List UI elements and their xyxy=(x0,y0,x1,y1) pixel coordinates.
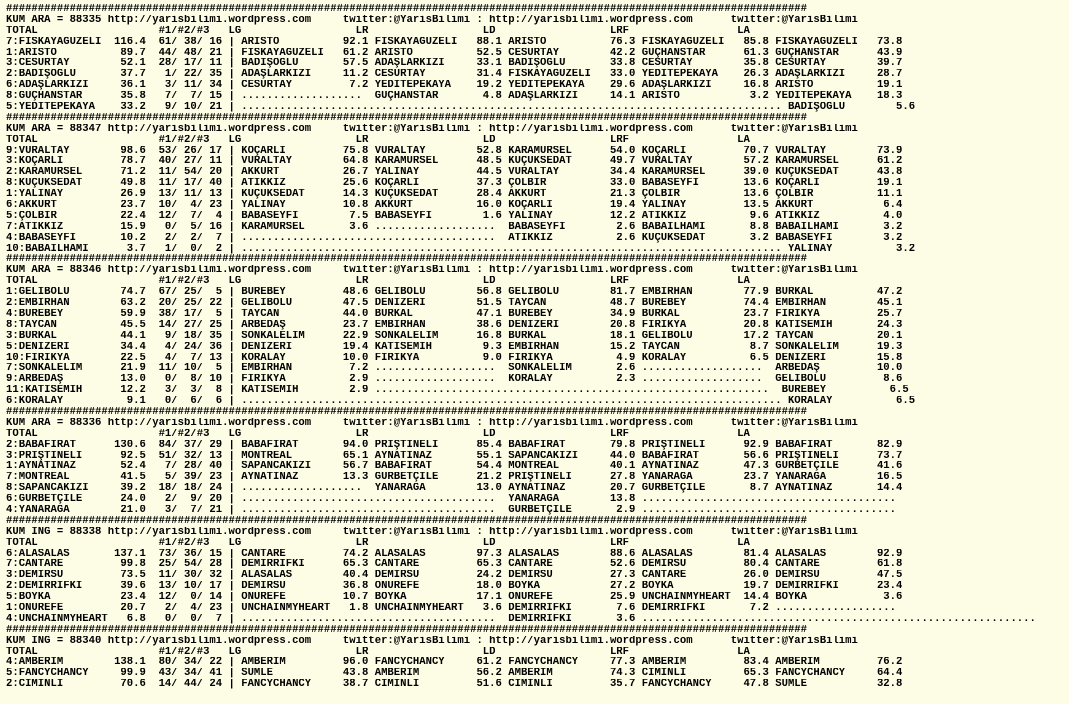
text-line: TOTAL #1/#2/#3 LG LR LD LRF LA xyxy=(6,25,750,37)
text-line: 8:SAPANCAKIZI 39.2 18/ 18/ 24 | ................... YANARAĞA 13.0 AYNATINAZ 20.7 GURBETÇİLE 8.7 AYNATINAZ 14.4 xyxy=(6,483,903,495)
text-line: 3:DEMİRSU 73.5 11/ 30/ 32 | ALASALAS 40.4 DEMİRSU 24.2 DEMİRSU 27.3 CANTARE 26.0 DEMİRSU 47.5 xyxy=(6,570,903,582)
text-line: 6:AKKURT 23.7 10/ 4/ 23 | YALINAY 10.8 AKKURT 16.0 KOÇARLI 19.4 YALINAY 13.5 AKKURT 6.4 xyxy=(6,200,903,211)
text-line: KUM ING = 88340 http://yarisbilimi.wordpress.com twitter:@YarisBilimi : http://yarisbilimi.wordpress.com twitter:@YarisBilimi xyxy=(6,635,858,647)
text-line: 1:YALINAY 26.9 13/ 11/ 13 | KÜÇÜKSEDAT 14.3 KÜÇÜKSEDAT 28.4 AKKURT 21.3 ÇOLBIR 13.6 ÇOLBIR 11.1 xyxy=(6,189,903,201)
text-line: KUM ARA = 88346 http://yarisbilimi.wordpress.com twitter:@YarisBilimi : http://yarisbilimi.wordpress.com twitter:@YarisBilimi xyxy=(6,265,858,277)
text-line: 10:BABAİLHAMİ 3.7 1/ 0/ 2 | ..................................................................................... YALINAY 3.2 xyxy=(6,243,916,255)
text-line: 1:AYNATINAZ 52.4 7/ 28/ 40 | SAPANCAKIZI 56.7 BABAFIRAT 54.4 MONTREAL 40.1 AYNATINAZ 47.3 GURBETÇİLE 41.6 xyxy=(6,461,903,473)
text-line: 3:PRİŞTİNELİ 92.5 51/ 32/ 13 | MONTREAL 65.1 AYNATINAZ 55.1 SAPANCAKIZI 44.0 BABAFIRAT 56.6 PRİŞTİNELİ 73.7 xyxy=(6,450,903,462)
text-line: 4:BÜREBEY 59.9 38/ 17/ 5 | TAYCAN 44.0 BURKAL 47.1 BÜREBEY 34.9 BURKAL 23.7 FİRİKYA 25.7 xyxy=(6,308,903,320)
text-line: 11:KATISEMİH 12.2 3/ 3/ 8 | KATISEMİH 2.9 .............................................................. BÜREBEY 6.5 xyxy=(6,385,909,397)
text-line: 7:SONKALELİM 21.9 11/ 10/ 5 | EMBİRHAN 7.2 ................... SONKALELİM 2.6 ................... ARBEDAŞ 10.0 xyxy=(6,363,903,375)
text-line: 1:GELİBOLU 74.7 67/ 25/ 5 | BÜREBEY 48.6 GELİBOLU 56.8 GELİBOLU 81.7 EMBİRHAN 77.9 BURKAL 47.2 xyxy=(6,287,903,299)
text-line: ############################################################################################################################## xyxy=(6,406,808,418)
text-line: 4:YANARAĞA 21.0 3/ 7/ 21 | ........................................ GURBETÇİLE 2.9 ........................................ xyxy=(6,504,897,516)
text-line: 5:DENİZERİ 34.4 4/ 24/ 36 | DENİZERİ 19.4 KATISEMİH 9.3 EMBİRHAN 15.2 TAYCAN 8.7 SONKALELİM 19.3 xyxy=(6,341,903,353)
text-line: 5:YEDİTEPEKAYA 33.2 9/ 10/ 21 | ..................................................................................... BADIŞOĞLU 5.6 xyxy=(6,102,916,113)
text-line: ############################################################################################################################## xyxy=(6,515,808,527)
text-line: 4:UNCHAINMYHEART 6.8 0/ 0/ 7 | ........................................ DEMİRRIFKI 3.6 .............................................................. xyxy=(6,613,1036,625)
text-line: 6:ADAŞLARKIZI 36.1 3/ 11/ 34 | CESURTAY 7.2 YEDİTEPEKAYA 19.2 YEDİTEPEKAYA 29.6 ADAŞLARKIZI 16.8 ARİSTO 19.1 xyxy=(6,80,903,92)
text-line: 7:MONTREAL 41.5 5/ 39/ 23 | AYNATINAZ 13.3 GURBETÇİLE 21.2 PRİŞTİNELİ 27.8 YANARAĞA 23.7 YANARAĞA 16.5 xyxy=(6,472,903,484)
text-line: 3:KOÇARLI 78.7 40/ 27/ 11 | VURALTAY 64.8 KARAMÜRSEL 48.5 KÜÇÜKSEDAT 49.7 VURALTAY 57.2 KARAMÜRSEL 61.2 xyxy=(6,156,903,168)
text-line: ############################################################################################################################## xyxy=(6,254,808,266)
text-line: KUM ING = 88338 http://yarisbilimi.wordpress.com twitter:@YarisBilimi : http://yarisbilimi.wordpress.com twitter:@YarisBilimi xyxy=(6,526,858,538)
text-line: 7:FISKAYAGÜZELI 116.4 61/ 38/ 16 | ARİSTO 92.1 FISKAYAGÜZELI 88.1 ARİSTO 76.3 FISKAYAGÜZELI 85.8 FISKAYAGÜZELI 73.8 xyxy=(6,36,903,48)
text-line: 1:ARİSTO 89.7 44/ 48/ 21 | FISKAYAGÜZELI 61.2 ARİSTO 52.5 CESURTAY 42.2 GÜÇHANSTAR 61.3 GÜÇHANSTAR 43.9 xyxy=(6,47,903,59)
text-line: KUM ARA = 88335 http://yarisbilimi.wordpress.com twitter:@YarisBilimi : http://yarisbilimi.wordpress.com twitter:@YarisBilimi xyxy=(6,14,858,26)
text-line: 2:KARAMÜRSEL 71.2 11/ 54/ 20 | AKKURT 26.7 YALINAY 44.5 VURALTAY 34.4 KARAMÜRSEL 39.0 KÜÇÜKSEDAT 43.8 xyxy=(6,167,903,179)
text-line: ############################################################################################################################## xyxy=(6,4,808,15)
text-line: TOTAL #1/#2/#3 LG LR LD LRF LA xyxy=(6,276,750,288)
text-line: 8:KÜÇÜKSEDAT 49.8 11/ 17/ 40 | ATİKKIZ 25.6 KOÇARLI 37.3 ÇOLBIR 33.0 BABASEYFİ 13.6 KOÇARLI 19.1 xyxy=(6,178,903,190)
text-line: 5:ÇOLBIR 22.4 12/ 7/ 4 | BABASEYFİ 7.5 BABASEYFİ 1.6 YALINAY 12.2 ATİKKIZ 9.6 ATİKKIZ 4.0 xyxy=(6,210,903,222)
text-line: ############################################################################################################################## xyxy=(6,112,808,124)
text-line: 4:AMBERİM 138.1 80/ 34/ 22 | AMBERİM 96.0 FANCYCHANCY 61.2 FANCYCHANCY 77.3 AMBERİM 83.4 AMBERİM 76.2 xyxy=(6,657,903,669)
text-line: 3:BURKAL 44.1 9/ 18/ 35 | SONKALELİM 22.9 SONKALELİM 16.8 BURKAL 18.1 GELİBOLU 17.2 TAYCAN 20.1 xyxy=(6,330,903,342)
race-stats-sheet xyxy=(6,4,1066,702)
text-line: 2:EMBİRHAN 63.2 20/ 25/ 22 | GELİBOLU 47.5 DENİZERİ 51.5 TAYCAN 48.7 BÜREBEY 74.4 EMBİRHAN 45.1 xyxy=(6,298,903,309)
text-line: 2:CİMİNLİ 70.6 14/ 44/ 24 | FANCYCHANCY 38.7 CİMİNLİ 51.6 CİMİNLİ 35.7 FANCYCHANCY 47.8 SUMLE 32.8 xyxy=(6,679,903,691)
text-line: TOTAL #1/#2/#3 LG LR LD LRF LA xyxy=(6,646,750,658)
text-line: 5:FANCYCHANCY 99.9 43/ 34/ 41 | SUMLE 43.8 AMBERİM 56.2 AMBERİM 74.3 CİMİNLİ 65.3 FANCYCHANCY 64.4 xyxy=(6,668,903,680)
text-line: 5:BOYKA 23.4 12/ 0/ 14 | ONUREFE 10.7 BOYKA 17.1 ONUREFE 25.9 UNCHAINMYHEART 14.4 BOYKA 3.6 xyxy=(6,592,903,603)
text-line: TOTAL #1/#2/#3 LG LR LD LRF LA xyxy=(6,428,750,440)
text-line: 9:VURALTAY 98.6 53/ 26/ 17 | KOÇARLI 75.8 VURALTAY 52.8 KARAMÜRSEL 54.0 KOÇARLI 70.7 VURALTAY 73.9 xyxy=(6,145,903,157)
text-line: 7:ATİKKIZ 15.9 0/ 5/ 16 | KARAMÜRSEL 3.6 ................... BABASEYFİ 2.6 BABAİLHAMİ 8.8 BABAİLHAMİ 3.2 xyxy=(6,221,903,233)
text-line: 1:ONUREFE 20.7 2/ 4/ 23 | UNCHAINMYHEART 1.8 UNCHAINMYHEART 3.6 DEMİRRIFKI 7.6 DEMİRRIFKI 7.2 ................... xyxy=(6,602,897,614)
text-line: 6:KORALAY 9.1 0/ 6/ 6 | ..................................................................................... KORALAY 6.5 xyxy=(6,396,916,407)
text-line: 9:ARBEDAŞ 13.0 0/ 8/ 10 | FİRİKYA 2.9 ................... KORALAY 2.3 ................... GELİBOLU 8.6 xyxy=(6,374,903,386)
text-line: TOTAL #1/#2/#3 LG LR LD LRF LA xyxy=(6,537,750,549)
text-line: 6:ALASALAS 137.1 73/ 36/ 15 | CANTARE 74.2 ALASALAS 97.3 ALASALAS 88.6 ALASALAS 81.4 ALASALAS 92.9 xyxy=(6,548,903,560)
text-line: 6:GURBETÇİLE 24.0 2/ 9/ 20 | ........................................ YANARAĞA 13.8 ........................................ xyxy=(6,494,897,505)
text-line: 3:CESURTAY 52.1 28/ 17/ 11 | BADIŞOĞLU 57.5 ADAŞLARKIZI 33.1 BADIŞOĞLU 33.8 CESURTAY 35.8 CESURTAY 39.7 xyxy=(6,58,903,70)
text-line: ############################################################################################################################## xyxy=(6,624,808,636)
text-line: 2:BADIŞOĞLU 37.7 1/ 22/ 35 | ADAŞLARKIZI 11.2 CESURTAY 31.4 FISKAYAGÜZELI 33.0 YEDİTEPEKAYA 26.3 ADAŞLARKIZI 28.7 xyxy=(6,69,903,81)
text-line: 4:BABASEYFİ 10.2 2/ 2/ 7 | ........................................ ATİKKIZ 2.6 KÜÇÜKSEDAT 3.2 BABASEYFİ 3.2 xyxy=(6,232,903,244)
text-line: KUM ARA = 88336 http://yarisbilimi.wordpress.com twitter:@YarisBilimi : http://yarisbilimi.wordpress.com twitter:@YarisBilimi xyxy=(6,417,858,429)
text-line: 10:FİRİKYA 22.5 4/ 7/ 13 | KORALAY 10.0 FİRİKYA 9.0 FİRİKYA 4.9 KORALAY 6.5 DENİZERİ 15.8 xyxy=(6,352,903,364)
text-line: 8:TAYCAN 45.5 14/ 27/ 25 | ARBEDAŞ 23.7 EMBİRHAN 38.6 DENİZERİ 20.8 FİRİKYA 20.8 KATISEMİH 24.3 xyxy=(6,319,903,331)
text-line: TOTAL #1/#2/#3 LG LR LD LRF LA xyxy=(6,134,750,146)
text-line: 8:GÜÇHANSTAR 35.8 7/ 7/ 15 | ................... GÜÇHANSTAR 4.8 ADAŞLARKIZI 14.1 ARİSTO 3.2 YEDİTEPEKAYA 18.3 xyxy=(6,91,903,103)
text-line: 7:CANTARE 99.8 25/ 54/ 28 | DEMİRRIFKI 65.3 CANTARE 65.3 CANTARE 52.6 DEMİRSU 80.4 CANTARE 61.8 xyxy=(6,559,903,571)
text-line: 2:DEMİRRIFKI 39.6 13/ 10/ 17 | DEMİRSU 36.8 ONUREFE 18.0 BOYKA 27.2 BOYKA 19.7 DEMİRRIFKI 23.4 xyxy=(6,581,903,593)
text-line: 2:BABAFIRAT 130.6 84/ 37/ 29 | BABAFIRAT 94.0 PRİŞTİNELİ 85.4 BABAFIRAT 79.8 PRİŞTİNELİ 92.9 BABAFIRAT 82.9 xyxy=(6,439,903,451)
text-line: KUM ARA = 88347 http://yarisbilimi.wordpress.com twitter:@YarisBilimi : http://yarisbilimi.wordpress.com twitter:@YarisBilimi xyxy=(6,123,858,135)
